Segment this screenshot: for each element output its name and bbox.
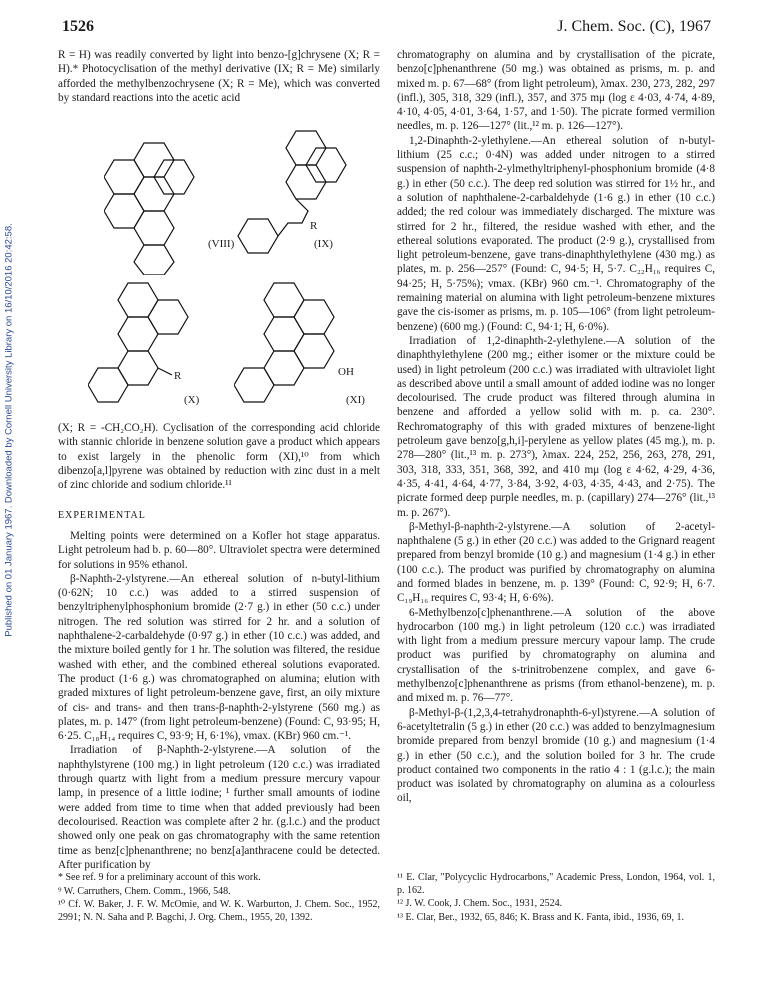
- dinaphthylethylene-paragraph: 1,2-Dinaphth-2-ylethylene.—An ethereal solution of n-butyl-lithium (25 c.c.; 0·4N) was added under nitrogen to a stirred suspension of naphth-2-ylmethyltriphenyl-phosphonium bromide (4·8 g.) in ether (50 c.c.). The deep red solution was stirred for 1½ hr., and a solution of naphthalene-2-carbaldehyde (1·6 g.) in ether (10 c.c.) added; the red colour was immediately discharged. The mixture was stirred for 2 hr., filtered, the residue washed with ether, and the ethereal solutions evaporated. The product (2·9 g.), crystallised from light petroleum-benzene, gave trans-dinaphthylethylene (430 mg.) as plates, m. p. 256—257° (Found: C, 94·5; H, 5·7. C₂₂H₁₆ requires C, 94·25; H, 5·75%); νmax. (KBr) 960 cm.⁻¹. Chromatography of the remaining material on alumina with light petroleum-benzene mixtures gave the cis-isomer as prisms, m. p. 105—106° (from light petroleum-benzene) (600 mg.) (Found: C, 94·1; H, 6·0%).: [397, 134, 715, 333]
- naphthylstyrene-paragraph: β-Naphth-2-ylstyrene.—An ethereal solution of n-butyl-lithium (0·62N; 10 c.c.) was added to a stirred suspension of benzyltriphenylphosphonium bromide (2·7 g.) in ether (50 c.c.) under nitrogen. The red solution was stirred for 2 hr. and a solution of naphthalene-2-carbaldehyde (0·97 g.) in ether (10 c.c.) was added, and the mixture boiled gently for 1 hr. The solution was filtered, the residue washed with ether, and the combined ethereal solutions evaporated. The product (1·6 g.) was chromatographed on alumina; elution with graded mixtures of light petroleum-benzene gave, first, an oily mixture of cis- and trans- and then trans-β-naphth-2-ylstyrene (560 mg.) as plates, m. p. 147° (from light petroleum-benzene) (Found: C, 93·95; H, 6·25. C₁₈H₁₄ requires C, 93·9; H, 6·1%), νmax. (KBr) 960 cm.⁻¹.: [58, 572, 380, 743]
- label-ix: (IX): [314, 238, 333, 251]
- section-heading: EXPERIMENTAL: [58, 509, 146, 521]
- structure-figures: [58, 109, 380, 417]
- label-oh: OH: [338, 366, 354, 379]
- structure-xi: [234, 275, 344, 415]
- download-watermark-text: Published on 01 January 1967. Downloaded by Cornell University Library on 16/10/2016 20:42:58.: [3, 223, 15, 637]
- footnotes-left: [58, 872, 380, 925]
- label-r-x: R: [174, 370, 182, 383]
- label-x: (X): [184, 394, 200, 407]
- footnote: ⁹ W. Carruthers, Chem. Comm., 1966, 548.: [58, 885, 231, 897]
- journal-header: J. Chem. Soc. (C), 1967: [557, 18, 711, 35]
- structure-viii: [104, 135, 204, 275]
- footnote: ¹² J. W. Cook, J. Chem. Soc., 1931, 2524.: [397, 898, 563, 909]
- irradiation-dinaphthyl-paragraph: Irradiation of 1,2-dinaphth-2-ylethylene.—A solution of the dinaphthylethylene (200 mg.; either isomer or the mixture could be used) in light petroleum (200 c.c.) was irradiated with ultraviolet light as described above until a small amount of added iodine was no longer decolourised. The crude product was filtered through alumina in benzene and afforded a yellow solid with m. p. ca. 230°. Rechromatography of this with graded mixtures of benzene-light petroleum gave benzo[g,h,i]-perylene as yellow plates (45 mg.), m. p. 278—280° (lit.,¹³ m. p. 273°), λmax. 224, 252, 256, 263, 278, 291, 303, 318, 333, 351, 368, 392, and 410 mμ (log ε 4·62, 4·29, 4·36, 4·35, 4·41, 4·64, 4·77, 3·84, 3·92, 4·03, 4·35, 4·43, and 2·75). The picrate formed deep purple needles, m. p. (capillary) 274—276° (lit.,¹³ m. p. 267°).: [397, 334, 715, 519]
- footnotes-right: [397, 872, 715, 925]
- footnote: ¹¹ E. Clar, "Polycyclic Hydrocarbons," Academic Press, London, 1964, vol. 1, p. 162.: [397, 872, 715, 896]
- chromatography-paragraph: chromatography on alumina and by crystallisation of the picrate, benzo[c]phenanthrene (50 mg.) was obtained as prisms, m. p. and mixed m. p. 67—68° (from light petroleum), λmax. 230, 273, 282, 297 (infl.), 305, 318, 329 (infl.), 357, and 375 mμ (log ε 4·03, 4·74, 4·89, 4·10, 4·05, 4·01, 3·64, 1·57, and 1·50). The picrate formed vermilion needles, m. p. 126—127° (lit.,¹² m. p. 126—127°).: [397, 49, 715, 133]
- label-viii: (VIII): [208, 238, 235, 251]
- download-watermark: [2, 150, 16, 710]
- left-column: [58, 48, 380, 872]
- label-r-ix: R: [310, 220, 318, 233]
- footnote: * See ref. 9 for a preliminary account of this work.: [58, 872, 261, 883]
- footnote: ¹⁰ Cf. W. Baker, J. F. W. McOmie, and W. K. Warburton, J. Chem. Soc., 1952, 2991; N. N. Saha and P. Bagchi, J. Org. Chem., 1955, 20, 1392.: [58, 899, 380, 923]
- methylbenzophenanthrene-paragraph: 6-Methylbenzo[c]phenanthrene.—A solution of the above hydrocarbon (100 mg.) in light petroleum (120 c.c.) was irradiated with light from a medium pressure mercury vapour lamp. The crude product was purified by chromatography on alumina and crystallisation of the s-trinitrobenzene complex, and gave 6-methylbenzo[c]phenanthrene as prisms (from ethanol-benzene), m. p. and mixed m. p. 76—77°.: [397, 606, 715, 705]
- structure-ix: [236, 123, 356, 263]
- cyclisation-paragraph: (X; R = -CH₂CO₂H). Cyclisation of the corresponding acid chloride with stannic chloride in benzene solution gave a product which appears to exist largely in the phenolic form (XI),¹⁰ from which dibenzo[a,l]pyrene was obtained by reduction with zinc dust in a melt of zinc chloride and sodium chloride.¹¹: [58, 422, 380, 492]
- intro-paragraph: R = H) was readily converted by light into benzo-[g]chrysene (X; R = H).* Photocyclisation of the methyl derivative (IX; R = Me) similarly afforded the methylbenzochrysene (X; R = Me), which was converted by standard reactions into the acetic acid: [58, 49, 380, 104]
- right-column: [397, 48, 715, 806]
- methyl-naphthylstyrene-paragraph: β-Methyl-β-naphth-2-ylstyrene.—A solution of 2-acetyl-naphthalene (5 g.) in ether (20 c.c.) was added to the Grignard reagent prepared from benzyl bromide (10 g.) and magnesium (1·4 g.) in ether (100 c.c.). The product was purified by chromatography on alumina and formed blades in benzene, m. p. 139° (Found: C, 92·9; H, 6·7. C₁₉H₁₆ requires C, 93·4; H, 6·6%).: [397, 520, 715, 605]
- page-number: 1526: [62, 18, 94, 35]
- footnote: ¹³ E. Clar, Ber., 1932, 65, 846; K. Brass and K. Fanta, ibid., 1936, 69, 1.: [397, 911, 684, 923]
- melting-points-paragraph: Melting points were determined on a Kofler hot stage apparatus. Light petroleum had b. p. 60—80°. Ultraviolet spectra were determined for solutions in 95% ethanol.: [58, 529, 380, 571]
- irradiation-paragraph: Irradiation of β-Naphth-2-ylstyrene.—A solution of the naphthylstyrene (100 mg.) in light petroleum (120 c.c.) was irradiated through quartz with light from a medium pressure mercury vapour lamp, in presence of a little iodine; ¹ further small amounts of iodine were added from time to time when that added previously had been decolourised. Reaction was complete after 2 hr. (g.l.c.) and the product showed only one peak on gas chromatography with the same retention time as benz[c]phenanthrene; no benz[a]anthracene could be detected. After purification by: [58, 744, 380, 871]
- tetrahydronaphthyl-paragraph: β-Methyl-β-(1,2,3,4-tetrahydronaphth-6-yl)styrene.—A solution of 6-acetyltetralin (5 g.) in ether (20 c.c.) was added to benzylmagnesium bromide prepared from benzyl bromide (10 g.) and magnesium (1·4 g.) in ether (50 c.c.), and the solution boiled for 3 hr. The crude product contained two components in the ratio 4 : 1 (g.l.c.); the main product was isolated by chromatography on alumina as a colourless oil,: [397, 706, 715, 805]
- label-xi: (XI): [346, 394, 365, 407]
